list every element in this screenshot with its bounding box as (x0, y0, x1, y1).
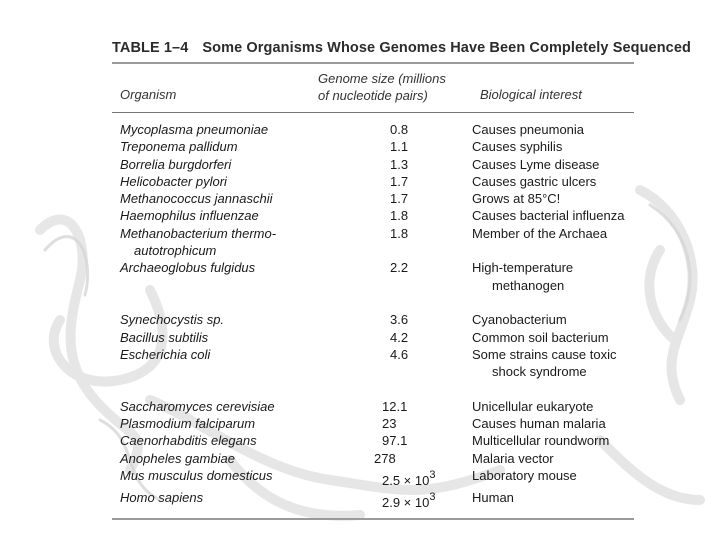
genome-size-cell (340, 173, 472, 190)
table-row (112, 329, 634, 346)
bottom-rule (112, 518, 634, 520)
genome-size-value: 1.8 (390, 208, 409, 224)
organism-cell (112, 190, 340, 207)
header-genome-size-line2: of nucleotide pairs) (318, 88, 428, 103)
table-row (112, 173, 634, 190)
interest-cell (472, 450, 634, 467)
genome-size-value: 3.6 (390, 312, 409, 328)
genome-size-value: 4.6 (390, 346, 409, 362)
organism-cell (112, 207, 340, 224)
table-row (112, 450, 634, 467)
interest-cell (472, 467, 634, 489)
interest-text: Causes bacterial influenza (472, 208, 625, 224)
interest-cell (472, 121, 634, 138)
organism-name: Anopheles gambiae (120, 450, 235, 466)
organism-name: Caenorhabditis elegans (120, 433, 257, 449)
organism-name: Bacillus subtilis (120, 329, 209, 345)
organism-name: Methanobacterium thermo- (120, 225, 277, 241)
genome-size-value: 1.8 (390, 225, 409, 241)
organism-cell (112, 450, 340, 467)
organism-cell (112, 346, 340, 381)
genome-size-value: 2.5 × 10 (382, 472, 430, 488)
table-row (112, 467, 634, 489)
table-title (112, 40, 691, 62)
interest-text: Some strains cause toxic (472, 346, 617, 362)
genome-size-value: 1.7 (390, 173, 409, 189)
interest-text: High-temperature (472, 260, 574, 276)
table-row (112, 225, 634, 260)
interest-text: Member of the Archaea (472, 225, 608, 241)
organism-name: Synechocystis sp. (120, 312, 225, 328)
genome-size-value: 1.7 (390, 191, 409, 207)
organism-name: Homo sapiens (120, 490, 204, 506)
table-row (112, 346, 634, 381)
organism-name: Mus musculus domesticus (120, 467, 273, 483)
organism-cell (112, 121, 340, 138)
table-row (112, 259, 634, 294)
genome-size-exponent: 3 (429, 491, 436, 504)
table-body (112, 113, 634, 518)
organism-name: Escherichia coli (120, 346, 211, 362)
organism-name: Mycoplasma pneumoniae (120, 122, 269, 137)
interest-cell (472, 156, 634, 173)
table-row (112, 311, 634, 328)
table-row (112, 121, 634, 138)
organism-cell (112, 225, 340, 260)
header-genome-size (318, 70, 480, 104)
table-row (112, 489, 634, 511)
organism-name: Treponema pallidum (120, 139, 238, 155)
genome-size-cell (340, 329, 472, 346)
table-caption: Some Organisms Whose Genomes Have Been Completely Sequenced (202, 40, 691, 56)
genome-size-value: 278 (374, 450, 396, 466)
genome-size-exponent: 3 (429, 468, 436, 481)
table-label: TABLE 1–4 (112, 40, 189, 56)
interest-cell (472, 398, 634, 415)
interest-text: Causes Lyme disease (472, 156, 600, 172)
header-organism: Organism (120, 87, 177, 102)
genome-size-value: 0.8 (390, 122, 409, 137)
interest-text: Cyanobacterium (472, 312, 567, 328)
interest-text: Unicellular eukaryote (472, 398, 594, 414)
column-headers (112, 64, 634, 104)
interest-cell (472, 173, 634, 190)
genome-size-cell (340, 156, 472, 173)
organism-cell (112, 173, 340, 190)
genome-size-cell (340, 225, 472, 260)
interest-text: Laboratory mouse (472, 467, 577, 483)
genome-size-value: 2.9 × 10 (382, 495, 430, 511)
genome-size-value: 2.2 (390, 260, 409, 276)
organism-name: Plasmodium falciparum (120, 416, 256, 432)
organism-name: Borrelia burgdorferi (120, 156, 232, 172)
genome-size-value: 1.3 (390, 156, 409, 172)
header-genome-size-line1: Genome size (millions (318, 71, 446, 86)
genome-size-value: 4.2 (390, 329, 409, 345)
genome-size-value: 1.1 (390, 139, 409, 155)
table-row (112, 398, 634, 415)
organism-cell (112, 329, 340, 346)
interest-cell (472, 329, 634, 346)
table-row (112, 138, 634, 155)
interest-text: Human (472, 490, 514, 506)
genome-size-cell (340, 346, 472, 381)
table-row (112, 432, 634, 449)
organism-cell (112, 415, 340, 432)
interest-text-continued: methanogen (492, 277, 565, 293)
interest-text: Causes human malaria (472, 416, 606, 432)
interest-text-continued: shock syndrome (492, 364, 587, 380)
row-spacer (112, 380, 634, 397)
genome-size-cell (340, 311, 472, 328)
interest-cell (472, 489, 634, 511)
interest-text: Causes syphilis (472, 139, 563, 155)
interest-text: Multicellular roundworm (472, 433, 610, 449)
genome-size-cell (340, 121, 472, 138)
interest-cell (472, 415, 634, 432)
table-row (112, 190, 634, 207)
organism-cell (112, 489, 340, 511)
genome-size-value: 97.1 (382, 433, 408, 449)
interest-text: Malaria vector (472, 450, 554, 466)
genome-size-cell (340, 138, 472, 155)
organism-cell (112, 311, 340, 328)
interest-cell (472, 225, 634, 260)
table-row (112, 207, 634, 224)
interest-text: Causes gastric ulcers (472, 173, 597, 189)
interest-text: Grows at 85°C! (472, 191, 561, 207)
genome-size-cell (340, 467, 472, 489)
genome-size-cell (340, 415, 472, 432)
genome-size-cell (340, 398, 472, 415)
table-row (112, 415, 634, 432)
interest-cell (472, 259, 634, 294)
organism-name: Methanococcus jannaschii (120, 191, 273, 207)
interest-cell (472, 138, 634, 155)
header-interest: Biological interest (480, 87, 582, 102)
interest-text: Common soil bacterium (472, 329, 609, 345)
interest-cell (472, 207, 634, 224)
organism-cell (112, 398, 340, 415)
organism-cell (112, 259, 340, 294)
organism-cell (112, 138, 340, 155)
organism-name: Haemophilus influenzae (120, 208, 259, 224)
organism-cell (112, 432, 340, 449)
genome-size-value: 23 (382, 416, 397, 432)
genome-size-cell (340, 259, 472, 294)
organism-name: Archaeoglobus fulgidus (120, 260, 256, 276)
genome-size-cell (340, 489, 472, 511)
organism-name: Helicobacter pylori (120, 173, 227, 189)
organism-name-continued: autotrophicum (134, 243, 217, 259)
organism-cell (112, 156, 340, 173)
row-spacer (112, 294, 634, 311)
genome-size-value: 12.1 (382, 398, 408, 414)
interest-cell (472, 311, 634, 328)
organism-name: Saccharomyces cerevisiae (120, 398, 275, 414)
interest-text: Causes pneumonia (472, 122, 585, 137)
genome-table (112, 40, 691, 520)
organism-cell (112, 467, 340, 489)
genome-size-cell (340, 190, 472, 207)
genome-size-cell (340, 432, 472, 449)
table-row (112, 156, 634, 173)
interest-cell (472, 190, 634, 207)
genome-size-cell (340, 450, 472, 467)
interest-cell (472, 432, 634, 449)
interest-cell (472, 346, 634, 381)
genome-size-cell (340, 207, 472, 224)
